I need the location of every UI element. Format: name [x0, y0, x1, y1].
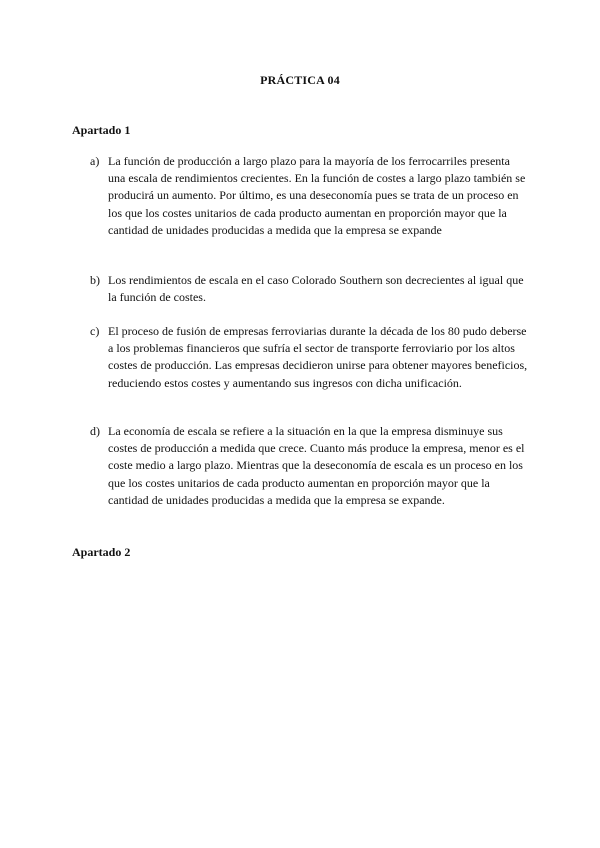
list-marker: d): [90, 424, 100, 438]
list-item-c: [90, 323, 530, 392]
list-marker: c): [90, 324, 100, 338]
list-item-d: [90, 423, 530, 509]
page-title: PRÁCTICA 04: [260, 73, 340, 87]
list-marker: a): [90, 154, 100, 168]
list-item-text: El proceso de fusión de empresas ferroviarias durante la década de los 80 pudo deberse a los problemas financieros que sufría el sector de transporte ferroviario por los altos costes de producción. Las empresas decidieron unirse para obtener mayores beneficios, reduciendo estos costes y aumentando sus ingresos con dicha unificación.: [108, 324, 528, 390]
section-heading-apartado-2: Apartado 2: [72, 545, 131, 559]
list-item-a: [90, 153, 530, 239]
list-item-text: Los rendimientos de escala en el caso Colorado Southern son decrecientes al igual que la función de costes.: [108, 273, 524, 305]
section-heading-apartado-1: Apartado 1: [72, 123, 131, 137]
list-marker: b): [90, 273, 100, 287]
list-item-text: La economía de escala se refiere a la situación en la que la empresa disminuye sus costes de producción a medida que crece. Cuanto más produce la empresa, menor es el coste medio a largo plazo. Mientras que la deseconomía de escala es un proceso en los que los costes unitarios de cada producto aumentan en proporción mayor que la cantidad de unidades producidas a medida que la empresa se expande.: [108, 424, 525, 507]
list-item-text: La función de producción a largo plazo para la mayoría de los ferrocarriles presenta una escala de rendimientos crecientes. En la función de costes a largo plazo también se producirá un aumento. Por último, es una deseconomía pues se trata de un proceso en los que los costes unitarios de cada producto aumentan en proporción mayor que la cantidad de unidades producidas a medida que la empresa se expande: [108, 154, 526, 237]
list-item-b: [90, 272, 530, 306]
